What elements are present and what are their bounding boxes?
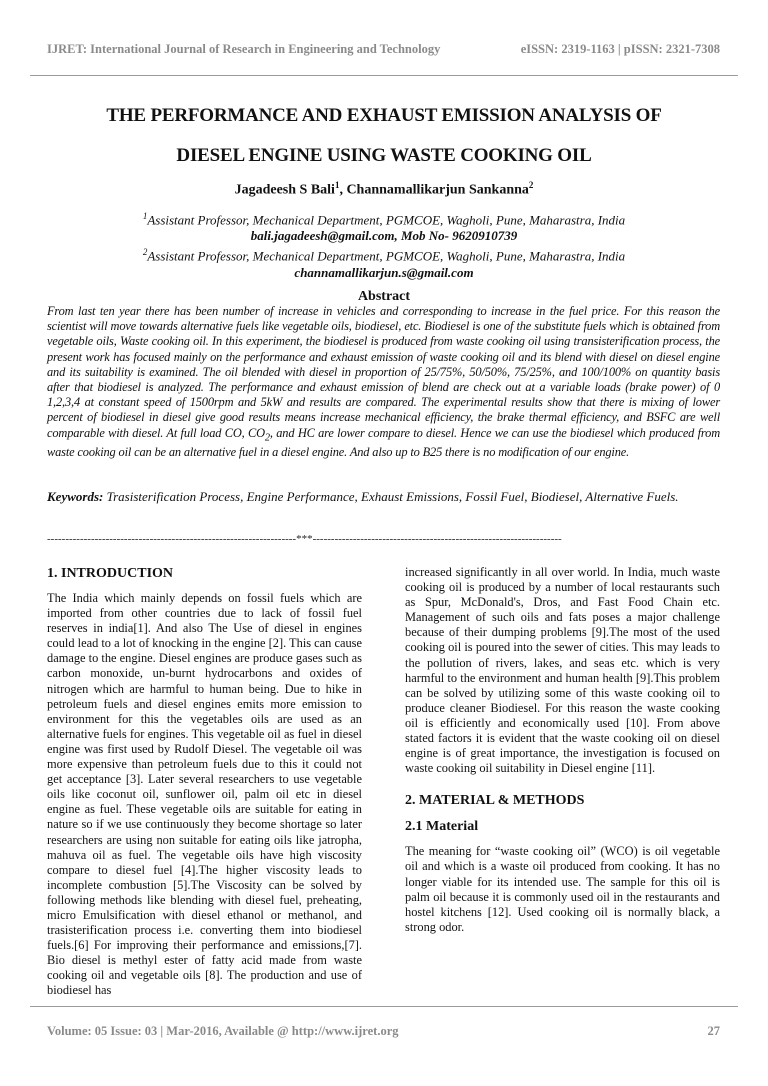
author-separator: , [339,182,347,198]
author-1-sup: 1 [334,180,340,190]
issn: eISSN: 2319-1163 | pISSN: 2321-7308 [520,42,720,56]
affiliation-2-text: Assistant Professor, Mechanical Department, PGMCOE, Wagholi, Pune, Maharastra, India [147,248,626,264]
affiliation-1-contact: bali.jagadeesh@gmail.com, Mob No- 9620910739 [250,228,518,244]
abstract-part-1: From last ten year there has been number of increase in vehicles and corresponding to increase in the fuel price. For this reason the scientist will move towards alternative fuels like vegetable oils, biodiesel, etc. Biodiesel is one of the substitute fuels which is obtained from vegetable oils, Waste cooking oil. In this experiment, the biodiesel is produced from waste cooking oil using transisterification process, the present work has focused mainly on the performance and exhaust emission of waste cooking oil and its blend with diesel on diesel engine and its suitability is examined. The oil blended with diesel in proportion of 25/75%, 50/50%, 75/25%, and 100/100% on quantity basis after that biodiesel is analyzed. The performance and exhaust emission of blend are check out at a variable loads (brake power) of 0 1,2,3,4 at constant speed of 1500rpm and 5kW and results are compared. The experimental results show that there is mixing of lower percent of biodiesel in diesel give good results means increase mechanical efficiency, the brake thermal efficiency, and BSFC are well comparable with diesel. At full load CO, CO [47,304,720,440]
introduction-paragraph-continued: increased significantly in all over world. In India, much waste cooking oil is produced by a number of local restaurants such as Spur, McDonald's, Dros, and Fast Food Chain etc. Management of such oils and fats poses a major challenge because of their dumping problems [9].The most of the used cooking oil is poured into the sewer of cities. This may leads to the pollution of rivers, lakes, and seas etc. which is very harmful to the environment and human health [9].This problem can be solved by utilizing some of this waste cooking oil to produce cleaner Biodiesel. For this reason the waste cooking oil is efficiently and economically used [10]. From above stated factors it is evident that the waste cooking oil on diesel engine is of great importance, the investigation is focused on waste cooking oil suitability in Diesel engine [11]. [405,565,720,776]
introduction-paragraph: The India which mainly depends on fossil fuels which are imported from other countries due to lack of fossil fuel reserves in india[1]. And also The Use of diesel in engines could lead to a lot of knocking in the engine [2]. This can cause damage to the engine. Diesel engines are produce gases such as carbon monoxide, un-burnt hydrocarbons and oxides of nitrogen which are harmful to human being. Due to hike in petroleum fuels and diesel engines emits more emission to environment for this the vegetables oils are used as an alternative fuels for engines. This vegetable oil as fuel in diesel engine was first used by Rudolf Diesel. The vegetable oil was more expensive than petroleum fuels due to this it could not get acceptance [3]. Later several researchers to use vegetable oils like coconut oil, sunflower oil, palm oil etc in diesel engine as fuel. These vegetable oils are suitable for eating in nature so if we use continuously they become shortage so later researchers are using non suitable for eating oils like jatropha, mahuva oil as fuel. The vegetable oils have high viscosity compare to diesel fuel [4].The higher viscosity leads to incomplete combustion [5].The Viscosity can be solved by following methods like blending with diesel fuel, preheating, micro Emulsification with diesel ethanol or methanol, and trasisterification process i.e. converting them into biodiesel fuels.[6] For improving their performance and emissions,[7]. Bio diesel is methyl ester of fatty acid made from waste cooking oil and vegetable oils [8]. The production and use of biodiesel has [47,591,362,998]
header-rule [30,75,738,76]
section-separator: --------------------------------------------------------------------***-------------------------------------------------------------------- [47,533,562,545]
affiliation-1 [40,208,728,228]
title-line-1: THE PERFORMANCE AND EXHAUST EMISSION ANALYSIS OF [106,105,662,126]
left-column [47,565,362,999]
affiliation-2-contact: channamallikarjun.s@gmail.com [294,264,474,280]
author-2-sup: 2 [528,180,534,190]
author-1: Jagadeesh S Bali [234,182,335,198]
keywords [47,486,720,508]
methods-heading: 2. MATERIAL & METHODS [405,793,585,809]
abstract-part-2: , and HC are lower compare to diesel. Hence we can use the biodiesel which produced from waste cooking oil can be an alternative fuel in a diesel engine. And also up to B25 there is no modification of our engine. [47,425,720,460]
abstract-text [47,304,720,461]
affiliation-2-sup: 2 [142,247,148,258]
paper-title [40,96,728,176]
abstract-subscript: 2 [264,432,270,444]
title-line-2: DIESEL ENGINE USING WASTE COOKING OIL [176,145,592,166]
author-2: Channamallikarjun Sankanna [346,182,529,198]
footer-volume: Volume: 05 Issue: 03 | Mar-2016, Available @ http://www.ijret.org [47,1024,399,1038]
affiliation-2 [40,244,728,264]
keywords-text: Trasisterification Process, Engine Performance, Exhaust Emissions, Fossil Fuel, Biodiesel, Alternative Fuels. [106,489,679,504]
abstract-heading: Abstract [357,289,411,304]
footer-rule [30,1006,738,1007]
journal-name: IJRET: International Journal of Research in Engineering and Technology [47,42,441,56]
affiliations [40,208,728,281]
running-footer [47,1024,720,1039]
affiliation-1-text: Assistant Professor, Mechanical Department, PGMCOE, Wagholi, Pune, Maharastra, India [147,212,626,228]
authors [40,180,728,199]
running-header [47,42,720,57]
right-column [405,565,720,935]
keywords-label: Keywords: [47,489,104,504]
affiliation-1-sup: 1 [142,211,148,221]
material-heading: 2.1 Material [405,819,479,835]
page-number: 27 [707,1024,720,1038]
introduction-heading: 1. INTRODUCTION [47,566,174,581]
material-paragraph: The meaning for “waste cooking oil” (WCO) is oil vegetable oil and which is a waste oil produced from cooking. It has no longer viable for its intended use. The sample for this oil is palm oil because it is commonly used oil in the restaurants and hostel kitchens [12]. Used cooking oil is normally black, a strong odor. [405,844,720,934]
